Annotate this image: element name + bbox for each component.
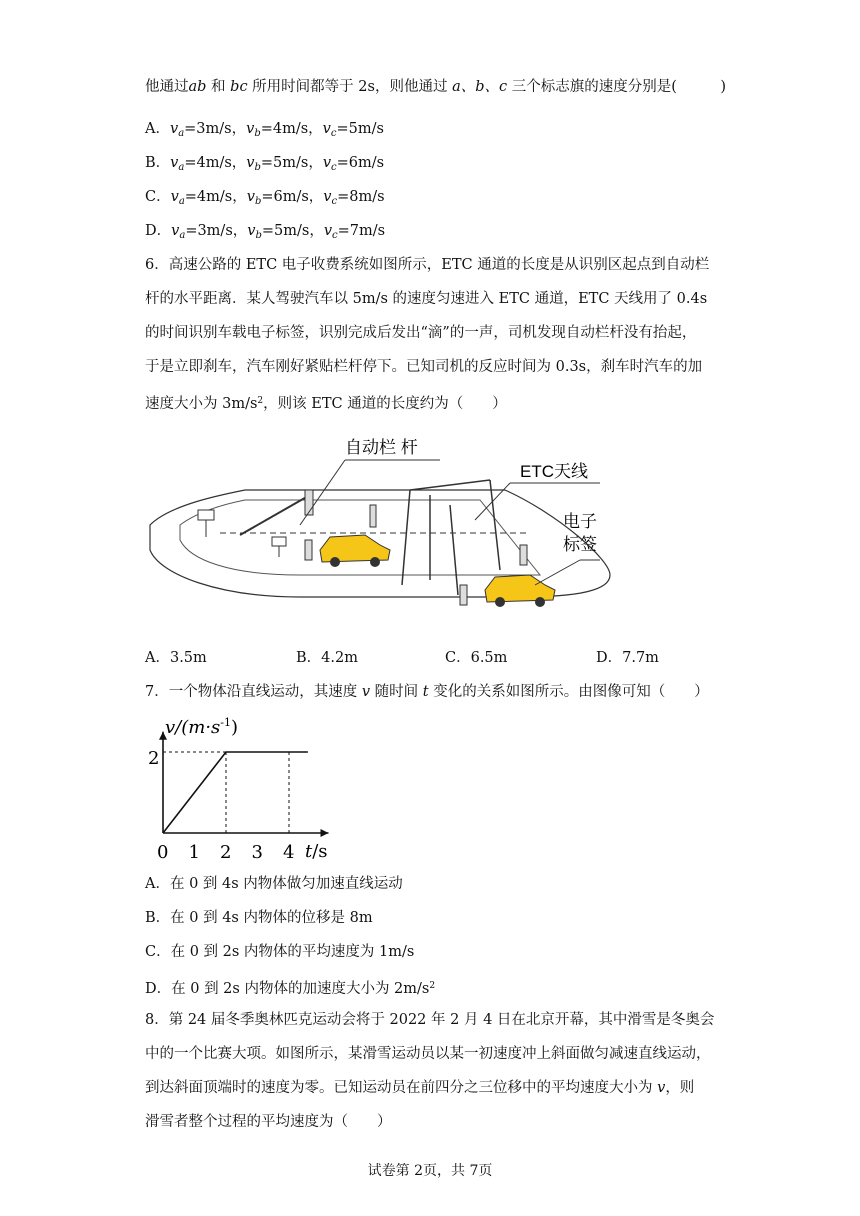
velocity-series-line	[163, 752, 308, 833]
q8-stem-line-3: 到达斜面顶端时的速度为零。已知运动员在前四分之三位移中的平均速度大小为 v，则	[145, 1080, 695, 1096]
x-axis-label: t/s	[305, 841, 328, 862]
x-tick-0: 0	[157, 842, 169, 863]
car-icon	[320, 535, 390, 567]
tag-label-2: 标签	[563, 535, 597, 554]
page-footer: 试卷第 2页，共 7页	[367, 1163, 493, 1179]
q6-stem-line-5: 速度大小为 $3m/s^2$，则该 ETC 通道的长度约为（ ）	[145, 396, 507, 412]
x-axis-arrow	[321, 829, 329, 837]
q6-stem-line-3: 的时间识别车载电子标签，识别完成后发出“滴”的一声，司机发现自动栏杆没有抬起，	[145, 325, 697, 341]
q7-option-b: B．在 0 到 4s 内物体的位移是 8m	[145, 910, 373, 926]
x-tick-3: 3	[251, 842, 263, 863]
y-axis-label: $v/(m\cdot s^{-1})$	[165, 716, 239, 738]
q6-option-c: C．6.5m	[445, 650, 508, 666]
vt-graph	[145, 705, 335, 870]
tag-label-1: 电子	[563, 512, 597, 531]
q6-stem-line-4: 于是立即刹车，汽车刚好紧贴栏杆停下。已知司机的反应时间为 0.3s，刹车时汽车的加	[145, 359, 703, 375]
x-tick-2: 2	[220, 842, 232, 863]
barrier-label: 自动栏 杆	[345, 438, 418, 457]
q7-option-a: A．在 0 到 4s 内物体做匀加速直线运动	[145, 876, 403, 892]
q5-option-b: B．$v_a=4m/s$，$v_b=5m/s$，$v_c=6m/s$	[145, 155, 385, 173]
q5-option-a: A．$v_a=3m/s$，$v_b=4m/s$，$v_c=5m/s$	[145, 121, 384, 139]
q6-stem-line-1: 6．高速公路的 ETC 电子收费系统如图所示，ETC 通道的长度是从识别区起点到自动栏	[145, 257, 710, 273]
q7-option-c: C．在 0 到 2s 内物体的平均速度为 1m/s	[145, 944, 415, 960]
q6-stem-line-2: 杆的水平距离．某人驾驶汽车以 5m/s 的速度匀速进入 ETC 通道，ETC 天线用了 0.4s	[145, 291, 708, 307]
q5-option-c: C．$v_a=4m/s$，$v_b=6m/s$，$v_c=8m/s$	[145, 189, 385, 207]
etc-figure	[140, 425, 620, 625]
q8-stem-line-4: 滑雪者整个过程的平均速度为（ ）	[145, 1114, 392, 1130]
q8-stem-line-2: 中的一个比赛大项。如图所示，某滑雪运动员以某一初速度冲上斜面做匀减速直线运动，	[145, 1046, 711, 1062]
q7-option-d: D．在 0 到 2s 内物体的加速度大小为 $2m/s^2$	[145, 981, 436, 997]
q7-stem: 7．一个物体沿直线运动，其速度 v 随时间 t 变化的关系如图所示。由图像可知（ ）	[145, 684, 709, 700]
q6-option-b: B．4.2m	[296, 650, 358, 666]
q8-stem-line-1: 8．第 24 届冬季奥林匹克运动会将于 2022 年 2 月 4 日在北京开幕，其中滑雪是冬奥会	[145, 1012, 715, 1028]
y-tick-2: 2	[148, 748, 160, 769]
q5-option-d: D．$v_a=3m/s$，$v_b=5m/s$，$v_c=7m/s$	[145, 223, 386, 241]
q6-option-a: A．3.5m	[145, 650, 207, 666]
q6-option-d: D．7.7m	[596, 650, 659, 666]
x-tick-4: 4	[283, 842, 295, 863]
x-tick-1: 1	[188, 842, 200, 863]
q5-stem-tail: 他通过ab 和 bc 所用时间都等于 2s，则他通过 a、b、c 三个标志旗的速度分别是( )	[145, 79, 727, 95]
antenna-label: ETC天线	[520, 462, 588, 481]
